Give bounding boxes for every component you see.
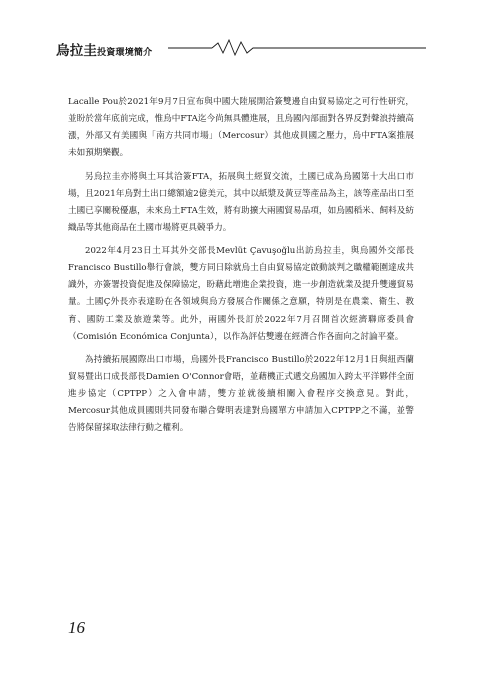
running-header: [56, 34, 426, 58]
paragraph: 2022年4月23日土耳其外交部長Mevlüt Çavuşoğlu出訪烏拉圭，與烏國外交部長Francisco Bustillo舉行會談，雙方同日除就烏土自由貿易協定啟動談判之職權範圍達成共識外，亦簽署投資促進及保障協定，盼藉此增進企業投資，進一步創造就業及提升雙邊貿易量。土國Ç外長亦表達盼在各領域與烏方發展合作關係之意願，特別是在農業、衛生、教育、國防工業及旅遊業等。此外，兩國外長訂於2022年7月召開首次經濟聯席委員會（Comisión Económica Conjunta），以作為評估雙邊在經濟合作各面向之討論平臺。: [68, 246, 414, 342]
header-title: [56, 39, 152, 59]
body-text: [68, 94, 414, 444]
page-number: 16: [68, 618, 85, 637]
header-title-sub: 投資環境簡介: [97, 48, 153, 58]
paragraph: 為持續拓展國際出口市場，烏國外長Francisco Bustillo於2022年12月1日與紐西蘭貿易暨出口成長部長Damien O'Connor會晤，並藉機正式遞交烏國加入跨太平洋夥伴全面進步協定（CPTPP）之入會申請，雙方並就後續相關入會程序交換意見。對此，Mercosur其他成員國則共同發布聯合聲明表達對烏國單方申請加入CPTPP之不滿，並警告將保留採取法律行動之權利。: [68, 354, 414, 434]
header-title-main: 烏拉圭: [56, 43, 98, 59]
paragraph: Lacalle Pou於2021年9月7日宣布與中國大陸展開洽簽雙邊自由貿易協定之可行性研究，並盼於當年底前完成，惟烏中FTA迄今尚無具體進展，且烏國內部面對各界反對聲浪持續高漲，外部又有美國與「南方共同市場」（Mercosur）其他成員國之壓力，烏中FTA案推展未如預期樂觀。: [68, 97, 414, 159]
paragraph: 另烏拉圭亦將與土耳其洽簽FTA，拓展與土經貿交流，土國已成為烏國第十大出口市場，且2021年烏對土出口總額逾2億美元，其中以紙漿及黃豆等產品為主，該等產品出口至土國已享關稅優惠，未來烏土FTA生效，將有助擴大兩國貿易品項，如烏國稻米、飼料及紡織品等其他商品在土國市場將更具競爭力。: [68, 171, 414, 233]
